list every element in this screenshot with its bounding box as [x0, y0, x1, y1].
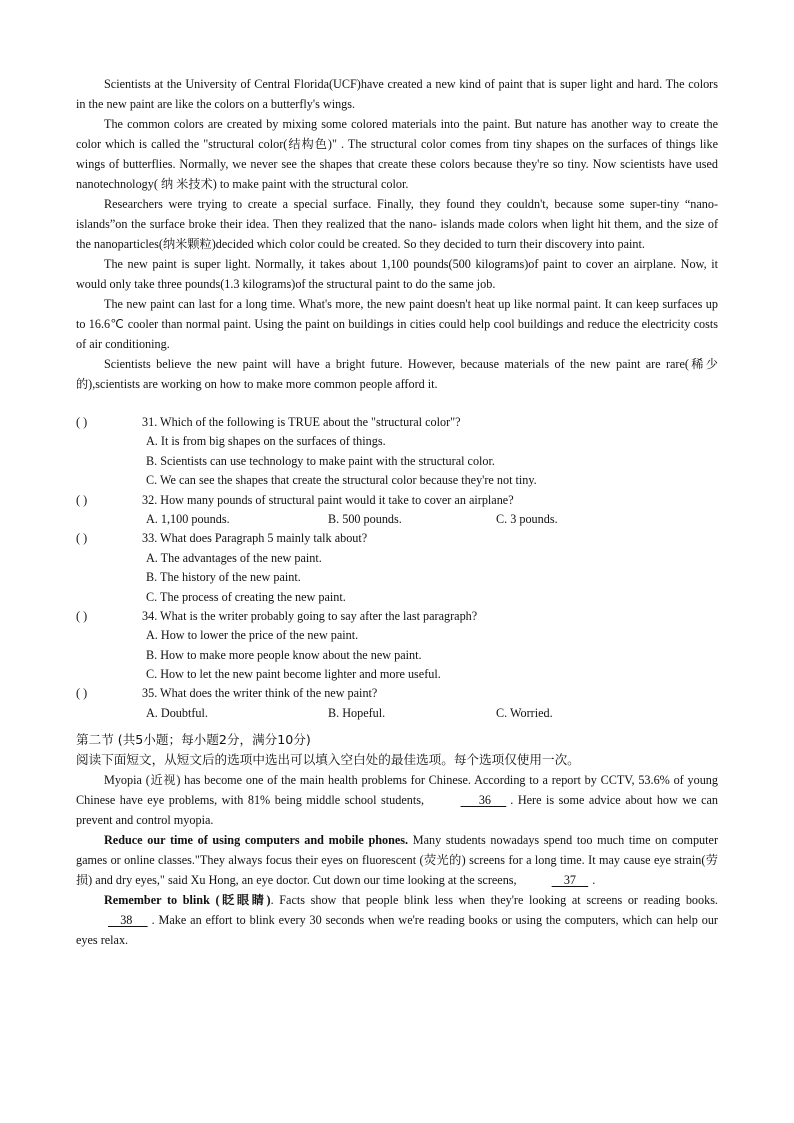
answer-bracket[interactable]: ( )	[76, 492, 88, 507]
blank-36[interactable]: 36	[460, 793, 507, 808]
option-b: B. 500 pounds.	[328, 511, 402, 526]
options-row	[76, 509, 718, 528]
section-title: 第二节 (共5小题；每小题2分，满分10分)	[76, 732, 311, 748]
option-c: C. Worried.	[496, 705, 553, 720]
question-list	[76, 412, 718, 722]
answer-bracket[interactable]: ( )	[76, 415, 88, 429]
passage-paragraph-1: Scientists at the University of Central Florida(UCF)have created a new kind of paint that is super light and hard. The colors in the new paint are like the colors on a butterfly's wings.	[76, 77, 718, 111]
answer-bracket[interactable]: ( )	[76, 686, 88, 701]
option-b: B. How to make more people know about the new paint.	[146, 647, 422, 662]
question-stem: 34. What is the writer probably going to say after the last paragraph?	[142, 608, 478, 623]
option-a: A. It is from big shapes on the surfaces of things.	[146, 434, 386, 449]
question-31	[76, 412, 718, 431]
answer-bracket[interactable]: ( )	[76, 608, 88, 623]
question-33	[76, 528, 718, 547]
option-a: A. How to lower the price of the new paint.	[146, 628, 359, 643]
options-row	[76, 703, 718, 722]
option-b: B. Hopeful.	[328, 705, 386, 720]
question-stem: 32. How many pounds of structural paint would it take to cover an airplane?	[142, 492, 514, 507]
passage-paragraph-4: The new paint is super light. Normally, it takes about 1,100 pounds(500 kilograms)of paint to cover an airplane. Now, it would only take three pounds(1.3 kilograms)of the structural paint to do the same job.	[76, 257, 718, 291]
passage-paragraph-5: The new paint can last for a long time. What's more, the new paint doesn't heat up like normal paint. It can keep surfaces up to 16.6℃ cooler than normal paint. Using the paint on buildings in cities could help cool buildings and reduce the electricity costs of air conditioning.	[76, 297, 718, 351]
passage-paragraph-6: Scientists believe the new paint will have a bright future. However, because materials of the new paint are rare(稀少的),scientists are working on how to make more common people afford it.	[76, 357, 718, 391]
question-stem: 31. Which of the following is TRUE about the "structural color"?	[142, 415, 461, 429]
option-b: B. Scientists can use technology to make paint with the structural color.	[146, 453, 495, 468]
reading-passage	[76, 74, 718, 394]
option-c: C. The process of creating the new paint.	[146, 589, 346, 604]
passage-paragraph-3: Researchers were trying to create a special surface. Finally, they found they couldn't, because some super-tiny “nano-islands”on the surface broke their idea. Then they realized that the nano- islands made colors when light hit them, and the size of the nanoparticles(纳米颗粒)decided which color could be created. So they decided to turn their discovery into paint.	[76, 197, 718, 251]
question-stem: 33. What does Paragraph 5 mainly talk about?	[142, 531, 368, 546]
question-32	[76, 490, 718, 509]
option-c: C. We can see the shapes that create the structural color because they're not tiny.	[146, 473, 537, 488]
option-b: B. The history of the new paint.	[146, 570, 301, 585]
option-a: A. Doubtful.	[146, 705, 208, 720]
answer-bracket[interactable]: ( )	[76, 531, 88, 546]
option-c: C. 3 pounds.	[496, 511, 558, 526]
blank-38[interactable]: 38	[108, 913, 148, 928]
cloze-paragraph-2: Reduce our time of using computers and mobile phones. Many students nowadays spend too much time on computer games or online classes."They always focus their eyes on fluorescent (荧光的) screens for a long time. It may cause eye strain(劳损) and dry eyes," said Xu Hong, an eye doctor. Cut down our time looking at the screens, 37 .	[76, 830, 718, 890]
exam-page	[76, 74, 718, 950]
question-34	[76, 606, 718, 625]
advice-heading: Remember to blink (眨眼睛)	[104, 893, 271, 908]
cloze-paragraph-1: Myopia (近视) has become one of the main health problems for Chinese. According to a report by CCTV, 53.6% of young Chinese have eye problems, with 81% being middle school students, 36 . Here is some advice about how we can prevent and control myopia.	[76, 773, 718, 828]
advice-heading: Reduce our time of using computers and mobile phones.	[104, 833, 409, 848]
blank-37[interactable]: 37	[551, 873, 589, 888]
passage-paragraph-2: The common colors are created by mixing some colored materials into the paint. But nature has another way to create the color which is called the "structural color(结构色)" . The structural color comes from tiny shapes on the surfaces of things like wings of butterflies. Normally, we never see the shapes that create these colors because they're so tiny. Now scientists have used nanotechnology( 纳 米技术) to make paint with the structural color.	[76, 117, 718, 191]
cloze-paragraph-3: Remember to blink (眨眼睛). Facts show that people blink less when they're looking at screens or reading books. 38 . Make an effort to blink every 30 seconds when we're reading books or using the computers, which can help our eyes relax.	[76, 893, 718, 948]
option-a: A. The advantages of the new paint.	[146, 550, 322, 565]
section-instruction: 阅读下面短文，从短文后的选项中选出可以填入空白处的最佳选项。每个选项仅使用一次。	[76, 752, 580, 768]
option-a: A. 1,100 pounds.	[146, 511, 230, 526]
question-stem: 35. What does the writer think of the new paint?	[142, 686, 378, 701]
option-c: C. How to let the new paint become lighter and more useful.	[146, 667, 441, 682]
cloze-passage	[76, 770, 718, 950]
question-35	[76, 683, 718, 702]
